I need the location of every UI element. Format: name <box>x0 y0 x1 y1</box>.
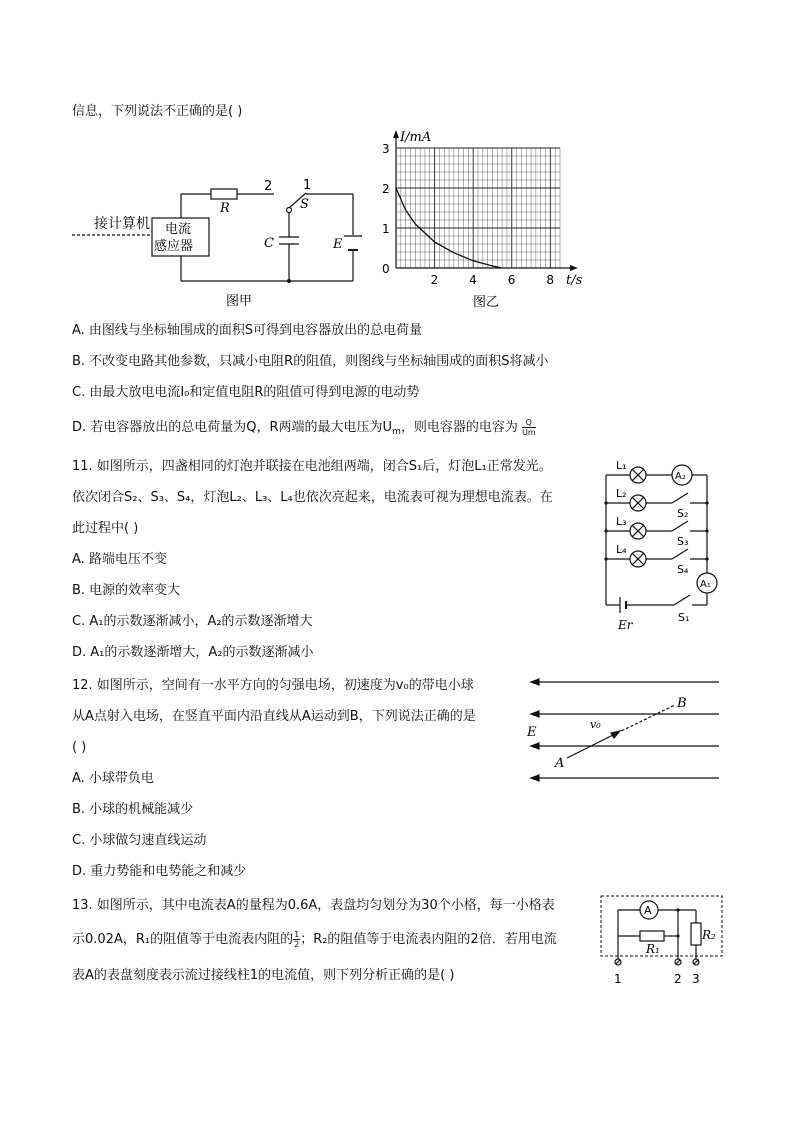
svg-text:S₃: S₃ <box>677 535 689 548</box>
svg-text:B: B <box>677 696 687 711</box>
resistor-label: R <box>220 201 230 216</box>
half-fraction: $\frac{1}{2}$ <box>294 930 300 949</box>
q13-stem-line2: 示0.02A，R₁的阻值等于电流表内阻的 $\frac{1}{2}$ ；R₂的阻值等于电流表内阻的2倍．若用电流 <box>72 930 557 949</box>
svg-text:A₁: A₁ <box>700 579 711 590</box>
q12-stem-line2: 从A点射入电场，在竖直平面内沿直线从A运动到B，下列说法正确的是 <box>72 709 476 724</box>
q10-circuit-figure <box>70 170 370 310</box>
svg-text:L₃: L₃ <box>616 515 627 528</box>
q11-stem-line1: 11. 如图所示，四盏相同的灯泡并联接在电池组两端，闭合S₁后，灯泡L₁正常发光。 <box>72 459 552 474</box>
fig-yi-caption: 图乙 <box>473 295 500 310</box>
y-axis-label: I/mA <box>400 130 432 145</box>
svg-text:A: A <box>555 756 565 771</box>
q12-option-a: A. 小球带负电 <box>72 771 154 786</box>
battery-label: E <box>333 237 343 252</box>
svg-text:L₄: L₄ <box>616 543 627 556</box>
q13-ammeter-figure <box>600 895 724 987</box>
q11-option-d: D. A₁的示数逐渐增大，A₂的示数逐渐减小 <box>72 645 314 660</box>
svg-text:1: 1 <box>614 972 622 986</box>
q11-option-a: A. 路端电压不变 <box>72 552 167 567</box>
x-axis-arrow <box>570 265 578 271</box>
x-axis-label: t/s <box>566 273 583 288</box>
svg-text:2: 2 <box>674 972 682 986</box>
switch-label: S <box>300 197 309 212</box>
q10-option-b: B. 不改变电路其他参数，只减小电阻R的阻值，则图线与坐标轴围成的面积S将减小 <box>72 354 549 369</box>
svg-text:Er: Er <box>618 618 633 632</box>
q11-option-c: C. A₁的示数逐渐减小，A₂的示数逐渐增大 <box>72 614 313 629</box>
switch-pivot <box>287 208 292 213</box>
svg-text:A: A <box>644 904 652 917</box>
x-tick-label: 4 <box>469 273 477 287</box>
switch-S4 <box>672 549 688 559</box>
y-tick-label: 1 <box>382 222 390 236</box>
switch-S3 <box>672 521 688 531</box>
x-tick-label: 6 <box>507 273 516 287</box>
q13-stem-line3: 表A的表盘刻度表示流过接线柱1的电流值，则下列分析正确的是( ) <box>72 968 455 983</box>
q11-stem-line2: 依次闭合S₂、S₃、S₄，灯泡L₂、L₃、L₄也依次亮起来，电流表可视为理想电流表。在 <box>72 490 553 505</box>
capacitor-label: C <box>264 236 274 251</box>
svg-text:R₂: R₂ <box>702 928 716 942</box>
q10-option-d: D. 若电容器放出的总电荷量为Q，R两端的最大电压为$U_m$，则电容器的电容为 $\frac{Q}{Um}$ <box>72 418 536 437</box>
y-axis-arrow <box>393 130 399 138</box>
q10-current-time-chart <box>370 128 600 313</box>
svg-text:3: 3 <box>692 972 700 986</box>
x-tick-label: 8 <box>546 273 554 287</box>
svg-text:R₁: R₁ <box>646 942 660 956</box>
fig-jia-caption: 图甲 <box>226 294 253 309</box>
y-tick-label: 2 <box>382 182 390 196</box>
sensor-label-2: 感应器 <box>154 239 194 254</box>
q11-lamp-circuit-figure <box>600 455 730 635</box>
q12-stem-line3: ( ) <box>72 740 87 755</box>
svg-text:v₀: v₀ <box>590 718 601 731</box>
q12-option-d: D. 重力势能和电势能之和减少 <box>72 864 247 879</box>
svg-text:S₄: S₄ <box>677 563 689 576</box>
q10-option-c: C. 由最大放电电流I₀和定值电阻R的阻值可得到电源的电动势 <box>72 385 420 400</box>
y-tick-label: 0 <box>382 262 390 276</box>
resistor-R1 <box>640 931 664 941</box>
switch-S2 <box>672 493 688 503</box>
computer-label: 接计算机 <box>94 216 150 232</box>
q13-stem-line1: 13. 如图所示，其中电流表A的量程为0.6A，表盘均匀划分为30个小格，每一小格表 <box>72 898 555 913</box>
q10-option-a: A. 由图线与坐标轴围成的面积S可得到电容器放出的总电荷量 <box>72 323 423 338</box>
resistor-R2 <box>691 923 701 945</box>
svg-text:L₁: L₁ <box>616 459 627 472</box>
switch-pos-1: 1 <box>303 178 312 193</box>
svg-text:E: E <box>527 725 537 740</box>
q12-stem-line1: 12. 如图所示，空间有一水平方向的匀强电场，初速度为v₀的带电小球 <box>72 678 474 693</box>
q12-field-figure <box>525 672 725 782</box>
q11-option-b: B. 电源的效率变大 <box>72 583 181 598</box>
q10-intro: 信息，下列说法不正确的是( ) <box>72 104 243 119</box>
svg-text:S₁: S₁ <box>678 611 690 624</box>
switch-S1 <box>674 595 690 605</box>
sensor-label-1: 电流 <box>165 222 192 237</box>
switch-pos-2: 2 <box>264 179 273 194</box>
q11-stem-line3: 此过程中( ) <box>72 521 139 536</box>
x-tick-label: 2 <box>430 273 439 287</box>
capacitance-fraction: $\frac{Q}{Um}$ <box>522 418 536 437</box>
svg-text:A₂: A₂ <box>675 471 686 482</box>
y-tick-label: 3 <box>382 142 390 156</box>
svg-text:L₂: L₂ <box>616 487 627 500</box>
svg-text:S₂: S₂ <box>677 507 689 520</box>
q12-option-c: C. 小球做匀速直线运动 <box>72 833 207 848</box>
q12-option-b: B. 小球的机械能减少 <box>72 802 194 817</box>
resistor-R <box>211 189 237 199</box>
